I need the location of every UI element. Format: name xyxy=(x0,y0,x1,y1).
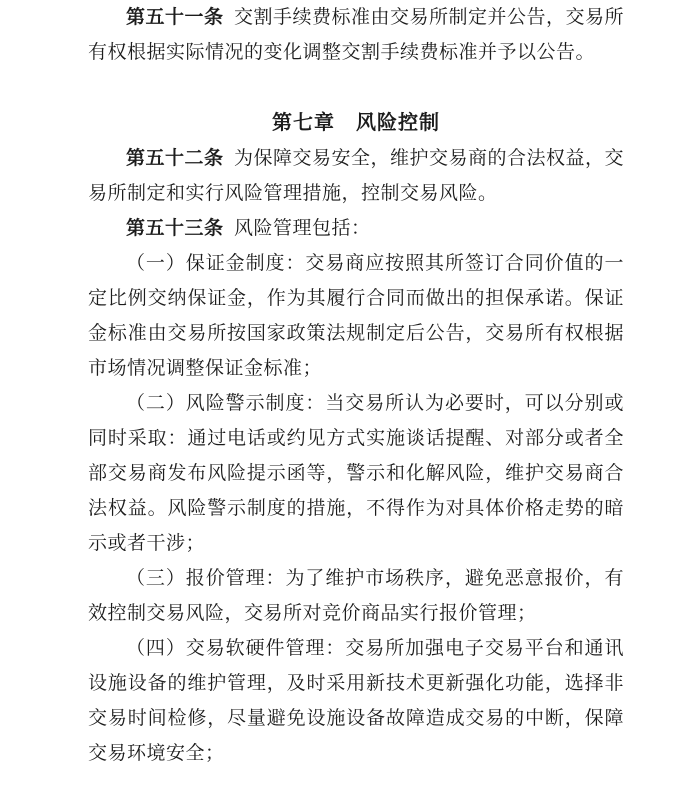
list-item-paragraph xyxy=(88,561,624,631)
list-item-paragraph xyxy=(88,386,624,561)
article-number: 第五十三条 xyxy=(126,218,224,239)
list-item-paragraph xyxy=(88,246,624,386)
article-paragraph xyxy=(88,0,624,70)
paragraph-text: 为保障交易安全，维护交易商的合法权益，交易所制定和实行风险管理措施，控制交易风险。 xyxy=(88,148,624,204)
paragraph-text: 风险管理包括： xyxy=(233,218,371,239)
paragraph-text: （三）报价管理：为了维护市场秩序，避免恶意报价，有效控制交易风险，交易所对竞价商品实行报价管理； xyxy=(88,568,624,624)
chapter-heading: 第七章 风险控制 xyxy=(272,112,440,134)
paragraph-text: （二）风险警示制度：当交易所认为必要时，可以分别或同时采取：通过电话或约见方式实施谈话提醒、对部分或者全部交易商发布风险提示函等，警示和化解风险，维护交易商合法权益。风险警示制度的措施，不得作为对具体价格走势的暗示或者干涉； xyxy=(88,393,624,554)
paragraph-text: （四）交易软硬件管理：交易所加强电子交易平台和通讯设施设备的维护管理，及时采用新技术更新强化功能，选择非交易时间检修，尽量避免设施设备故障造成交易的中断，保障交易环境安全； xyxy=(88,638,624,764)
article-number: 第五十一条 xyxy=(126,7,224,28)
paragraph-text: （一）保证金制度：交易商应按照其所签订合同价值的一定比例交纳保证金，作为其履行合同而做出的担保承诺。保证金标准由交易所按国家政策法规制定后公告，交易所有权根据市场情况调整保证金标准； xyxy=(88,253,624,379)
list-item-paragraph xyxy=(88,631,624,771)
paragraph-text: 交割手续费标准由交易所制定并公告，交易所有权根据实际情况的变化调整交割手续费标准并予以公告。 xyxy=(88,7,624,63)
article-paragraph xyxy=(88,211,624,246)
article-number: 第五十二条 xyxy=(126,148,224,169)
article-paragraph xyxy=(88,141,624,211)
